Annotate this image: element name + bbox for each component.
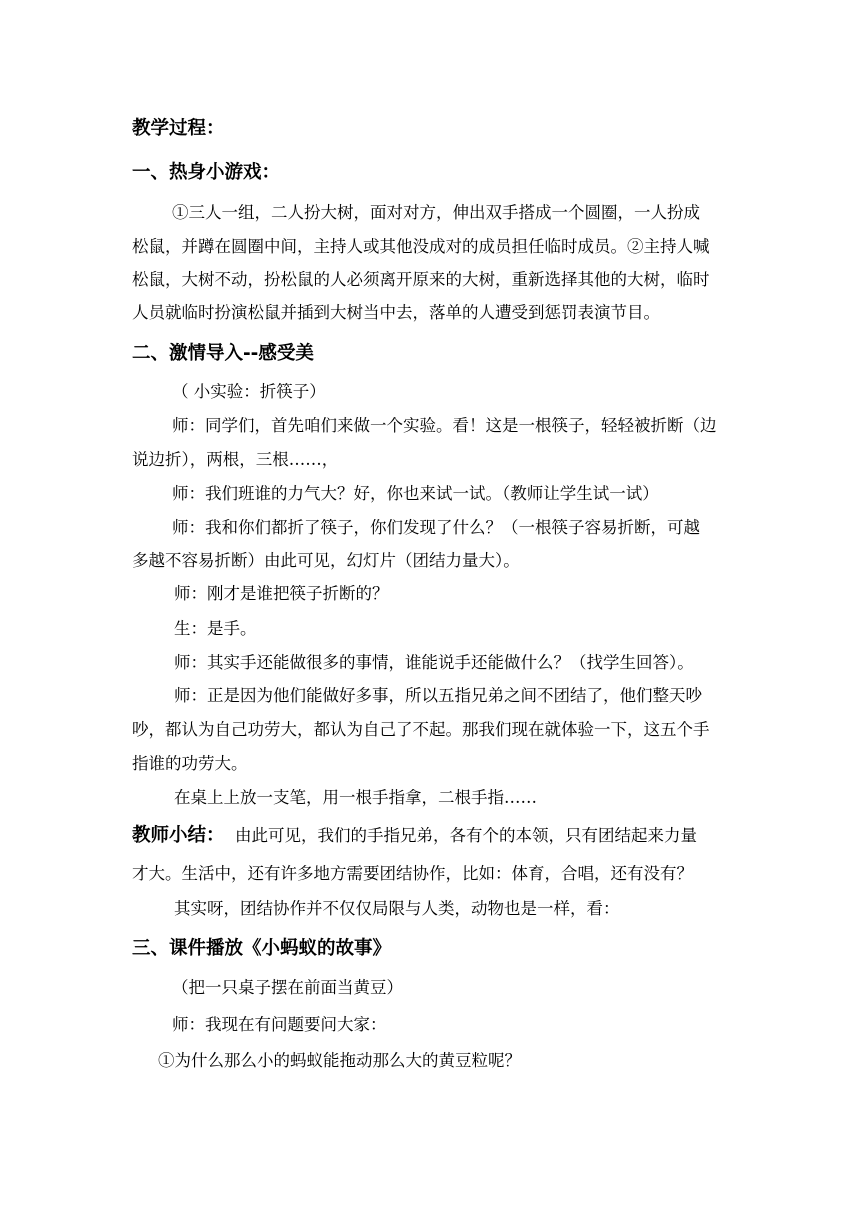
paragraph-line: 人员就临时扮演松鼠并插到大树当中去，落单的人遭受到惩罚表演节目。 bbox=[132, 303, 660, 322]
paragraph-line: （ 小实验：折筷子） bbox=[172, 382, 326, 401]
section-2-heading: 二、激情导入--感受美 bbox=[132, 343, 314, 364]
paragraph-line: 多越不容易折断）由此可见，幻灯片（团结力量大）。 bbox=[132, 551, 520, 570]
section-1-heading: 一、热身小游戏： bbox=[132, 162, 281, 183]
paragraph-line: 师：正是因为他们能做好多事，所以五指兄弟之间不团结了，他们整天吵 bbox=[174, 686, 702, 705]
section-3-heading: 三、课件播放《小蚂蚁的故事》 bbox=[132, 938, 392, 959]
paragraph-line: 师：我们班谁的力气大？好，你也来试一试。（教师让学生试一试） bbox=[172, 484, 659, 503]
paragraph-line: 师：刚才是谁把筷子折断的？ bbox=[174, 584, 389, 603]
doc-title: 教学过程： bbox=[132, 118, 225, 139]
summary-text: 由此可见，我们的手指兄弟，各有个的本领，只有团结起来力量 bbox=[235, 826, 698, 845]
paragraph-line: （把一只桌子摆在前面当黄豆） bbox=[172, 978, 403, 997]
paragraph-line: 指谁的功劳大。 bbox=[132, 754, 248, 773]
paragraph-line: 吵，都认为自己功劳大，都认为自己了不起。那我们现在就体验一下，这五个手 bbox=[132, 720, 710, 739]
paragraph-line: 其实呀，团结协作并不仅仅局限与人类，动物也是一样，看： bbox=[174, 899, 620, 918]
paragraph-line: 师：同学们，首先咱们来做一个实验。看！这是一根筷子，轻轻被折断（边 bbox=[172, 416, 717, 435]
paragraph-line: ①三人一组，二人扮大树，面对对方，伸出双手搭成一个圆圈，一人扮成 bbox=[172, 203, 700, 222]
paragraph-line: 师：我现在有问题要问大家： bbox=[172, 1015, 387, 1034]
paragraph-line: 松鼠，并蹲在圆圈中间，主持人或其他没成对的成员担任临时成员。②主持人喊 bbox=[132, 237, 710, 256]
paragraph-line: 说边折），两根，三根……， bbox=[132, 450, 339, 469]
paragraph-line: 师：其实手还能做很多的事情，谁能说手还能做什么？（找学生回答）。 bbox=[174, 653, 694, 672]
summary-line bbox=[132, 826, 697, 846]
paragraph-line: 师：我和你们都折了筷子，你们发现了什么？（一根筷子容易折断，可越 bbox=[172, 518, 700, 537]
paragraph-line: 才大。生活中，还有许多地方需要团结协作，比如：体育，合唱，还有没有？ bbox=[132, 864, 693, 883]
paragraph-line: 生：是手。 bbox=[174, 619, 257, 638]
paragraph-line: ①为什么那么小的蚂蚁能拖动那么大的黄豆粒呢？ bbox=[158, 1051, 521, 1070]
summary-label: 教师小结： bbox=[132, 825, 225, 846]
paragraph-line: 在桌上上放一支笔，用一根手指拿，二根手指…… bbox=[174, 788, 537, 807]
paragraph-line: 松鼠，大树不动，扮松鼠的人必须离开原来的大树，重新选择其他的大树，临时 bbox=[132, 270, 710, 289]
